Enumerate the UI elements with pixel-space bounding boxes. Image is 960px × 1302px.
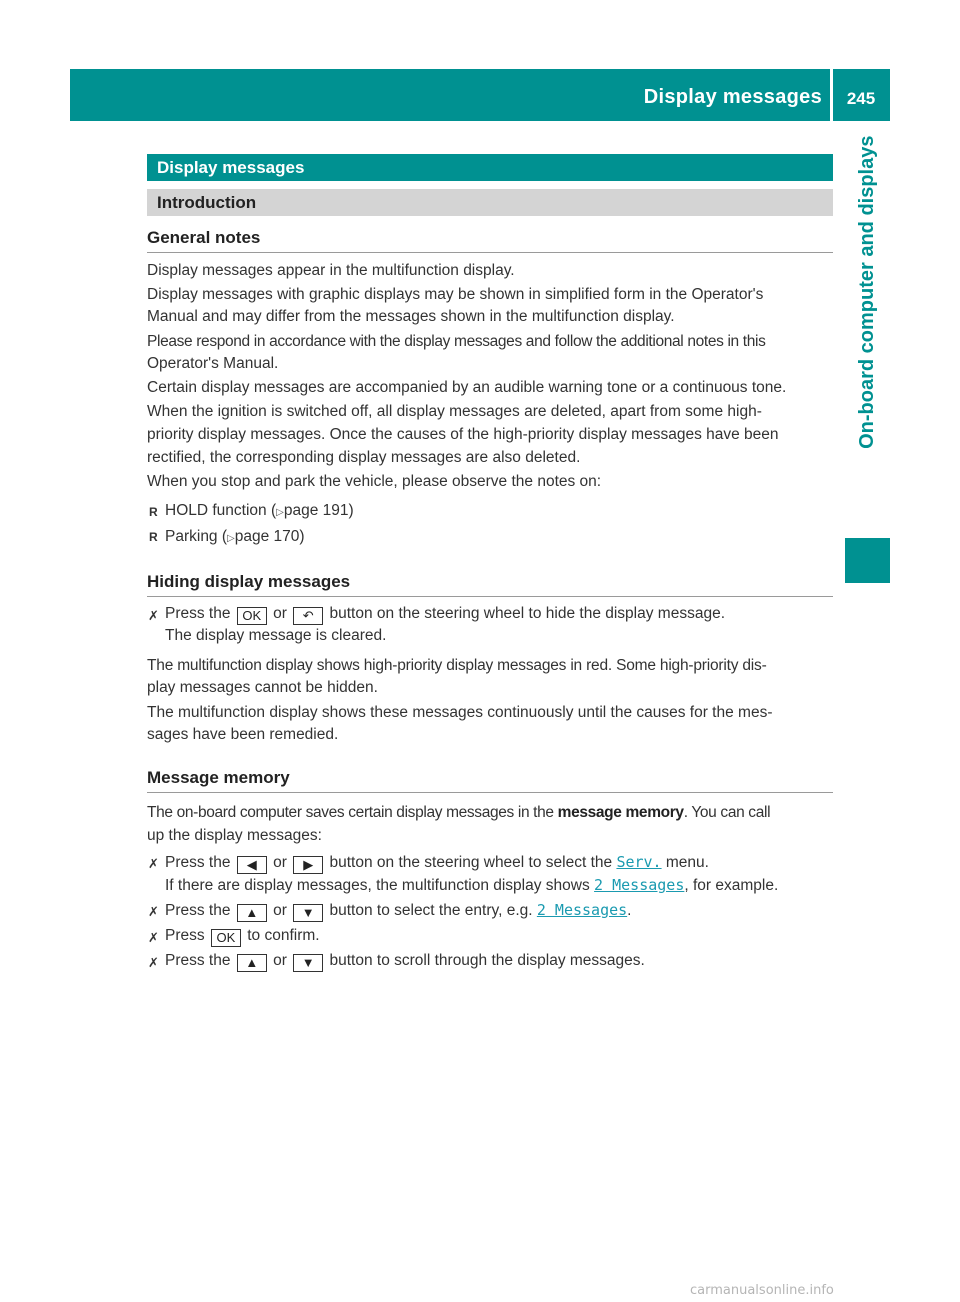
heading-rule [147, 596, 833, 597]
ok-key-icon: OK [237, 607, 267, 625]
bullet-marker: R [149, 530, 158, 544]
instruction-step: Press the ▲ or ▼ button to select the entry, e.g. 2 Messages. [165, 901, 632, 920]
paragraph-line: Certain display messages are accompanied by an audible warning tone or a continuous tone. [147, 379, 787, 396]
up-arrow-key-icon: ▲ [237, 904, 267, 922]
paragraph-line: When the ignition is switched off, all display messages are deleted, apart from some high- [147, 403, 762, 420]
step-result: If there are display messages, the multifunction display shows 2 Messages, for example. [165, 876, 779, 894]
paragraph-line: Operator's Manual. [147, 355, 279, 372]
heading-rule [147, 252, 833, 253]
paragraph-line: Display messages with graphic displays may be shown in simplified form in the Operator's [147, 286, 764, 303]
heading-message-memory: Message memory [147, 768, 290, 787]
right-arrow-key-icon: ▶ [293, 856, 323, 874]
page-reference-link[interactable]: page 191) [283, 502, 354, 519]
display-text-serv: Serv. [616, 853, 662, 871]
down-arrow-key-icon: ▼ [293, 954, 323, 972]
paragraph-line: Manual and may differ from the messages shown in the multifunction display. [147, 308, 675, 325]
down-arrow-key-icon: ▼ [293, 904, 323, 922]
paragraph-line: The multifunction display shows high-priority display messages in red. Some high-priority dis- [147, 657, 767, 674]
watermark: carmanualsonline.info [690, 1283, 834, 1298]
paragraph-line: rectified, the corresponding display messages are also deleted. [147, 449, 581, 466]
paragraph-line: up the display messages: [147, 827, 322, 844]
up-arrow-key-icon: ▲ [237, 954, 267, 972]
paragraph-line: The multifunction display shows these messages continuously until the causes for the mes- [147, 704, 773, 721]
header-divider [830, 69, 833, 121]
instruction-step: Press OK to confirm. [165, 927, 320, 945]
page-reference-link[interactable]: page 170) [234, 528, 305, 545]
section-title-bar [147, 154, 833, 181]
instruction-step: Press the ▲ or ▼ button to scroll through the display messages. [165, 952, 645, 970]
display-text-messages: 2 Messages [536, 901, 628, 919]
step-arrow-icon: ✗ [148, 930, 159, 945]
instruction-step: Press the OK or ↶ button on the steering wheel to hide the display message. [165, 605, 726, 623]
paragraph-line: When you stop and park the vehicle, please observe the notes on: [147, 473, 602, 490]
section-title: Display messages [157, 158, 305, 177]
step-result: The display message is cleared. [165, 627, 387, 644]
paragraph-line: Please respond in accordance with the display messages and follow the additional notes in this [147, 333, 766, 350]
paragraph-line: sages have been remedied. [147, 726, 339, 743]
side-tab-label: On-board computer and displays [855, 135, 878, 449]
paragraph-line: priority display messages. Once the causes of the high-priority display messages have been [147, 426, 779, 443]
subsection-title: Introduction [157, 193, 257, 212]
step-arrow-icon: ✗ [148, 904, 159, 919]
paragraph-line: The on-board computer saves certain display messages in the message memory. You can call [147, 804, 771, 821]
step-arrow-icon: ✗ [148, 955, 159, 970]
running-header-title: Display messages [643, 86, 822, 108]
bullet-marker: R [149, 505, 158, 519]
heading-rule [147, 792, 833, 793]
step-arrow-icon: ✗ [148, 856, 159, 871]
heading-hiding-display-messages: Hiding display messages [147, 572, 351, 591]
ok-key-icon: OK [211, 929, 241, 947]
paragraph-line: Display messages appear in the multifunction display. [147, 262, 515, 279]
page-number: 245 [846, 89, 876, 108]
page-reference-icon: ▷ [227, 533, 235, 544]
paragraph-line: play messages cannot be hidden. [147, 679, 378, 696]
page-reference-icon: ▷ [276, 507, 284, 518]
heading-general-notes: General notes [147, 228, 261, 247]
list-item: Parking (▷page 170) [165, 528, 305, 545]
term-message-memory: message memory [557, 804, 684, 821]
back-key-icon: ↶ [293, 607, 323, 625]
subsection-title-bar [147, 189, 833, 216]
left-arrow-key-icon: ◀ [237, 856, 267, 874]
step-arrow-icon: ✗ [148, 608, 159, 623]
list-item: HOLD function (▷page 191) [165, 502, 354, 519]
display-text-messages: 2 Messages [594, 876, 685, 894]
instruction-step: Press the ◀ or ▶ button on the steering wheel to select the Serv. menu. [165, 853, 709, 872]
